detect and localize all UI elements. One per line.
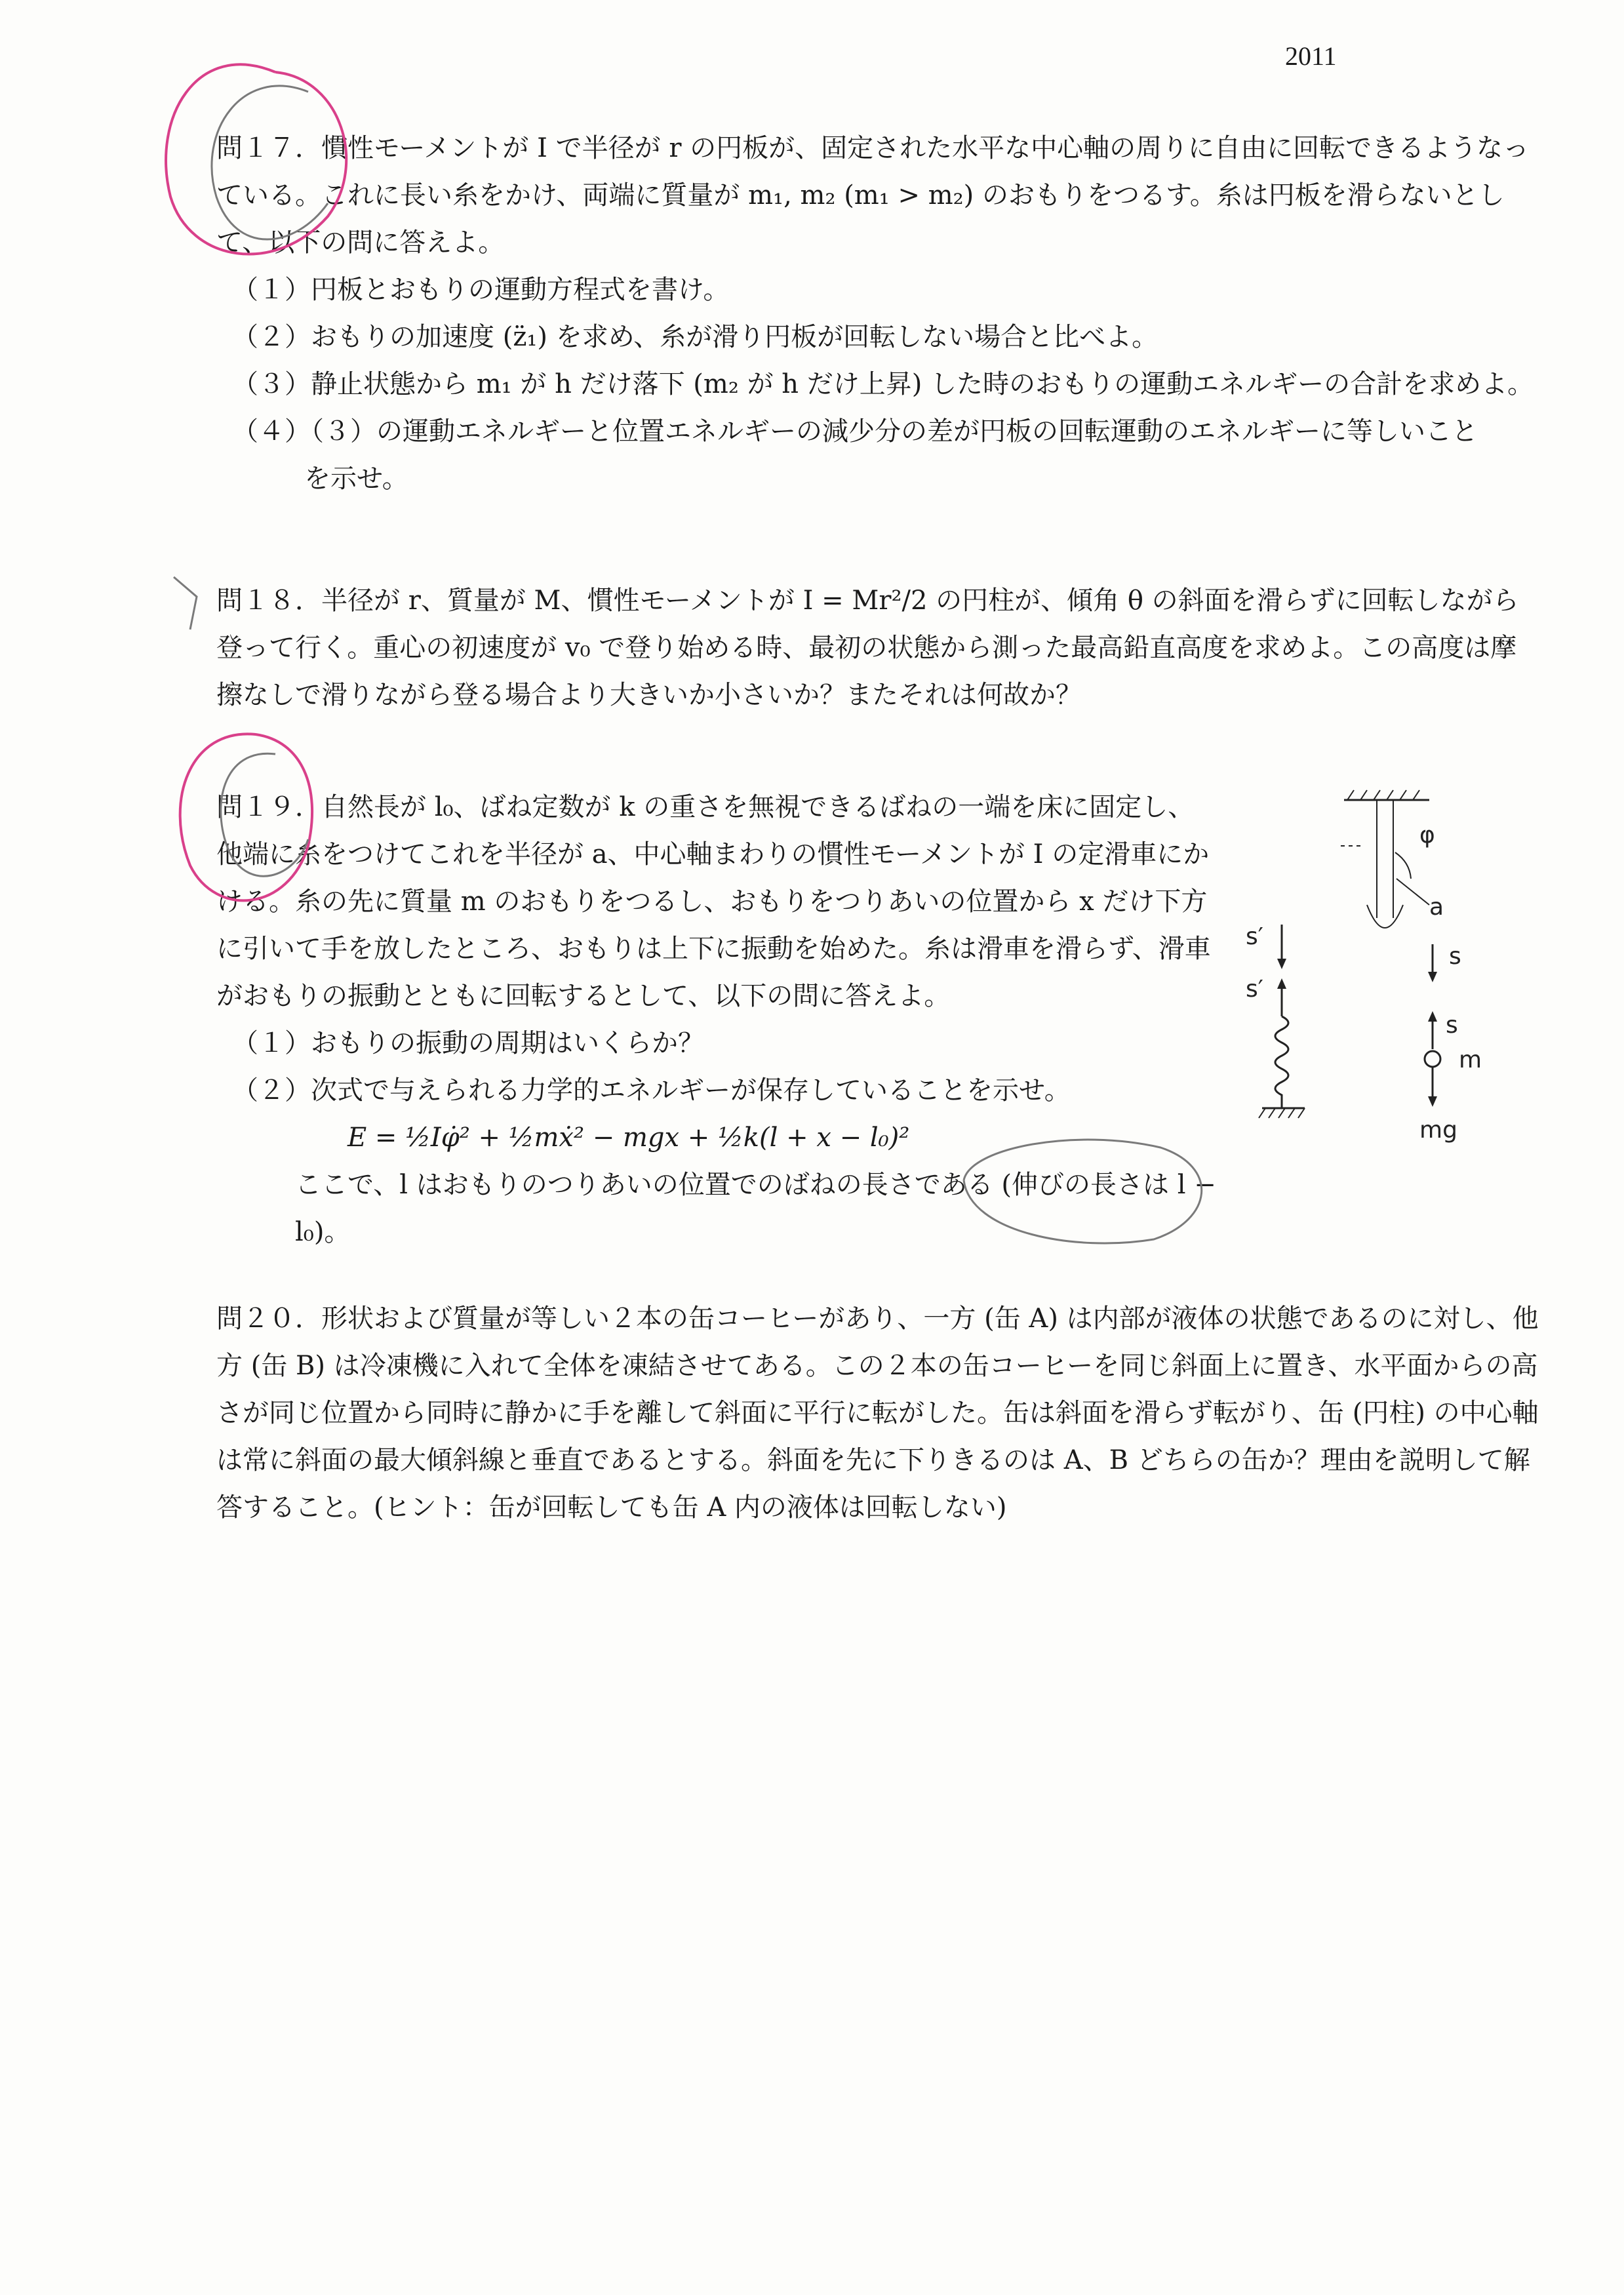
question-17-title: 問１７． [216, 133, 321, 163]
question-17-body: 問１７．慣性モーメントが I で半径が r の円板が、固定された水平な中心軸の周りに自由に回転できるようなっている。これに長い糸をかけ、両端に質量が m₁, m₂ (m₁ > m₂) のおもりをつるす。糸は円板を滑らないとして、以下の問に答えよ。 [216, 133, 1530, 258]
question-17-item-4: （４）（３）の運動エネルギーと位置エネルギーの減少分の差が円板の回転運動のエネルギーに等しいこと を示せ。 [232, 416, 1478, 494]
page-year: 2011 [1285, 41, 1337, 71]
question-19-item-1: （１）おもりの振動の周期はいくらか？ [232, 1028, 704, 1058]
mg-label: mg [1419, 1117, 1457, 1144]
question-17 [216, 125, 1541, 502]
s-top-label: s [1449, 943, 1461, 970]
mg-arrowhead [1428, 1096, 1437, 1107]
radius-label: a [1429, 894, 1444, 921]
question-17-item-3: （３）静止状態から m₁ が h だけ落下 (m₂ が h だけ上昇) した時のおもりの運動エネルギーの合計を求めよ。 [232, 369, 1534, 399]
radius-line [1396, 879, 1429, 905]
s-top-arrowhead [1428, 972, 1437, 982]
question-17-item-2: （２）おもりの加速度 (z̈₁) を求め、糸が滑り円板が回転しない場合と比べよ。 [232, 322, 1159, 352]
question-19-item-2: （２）次式で与えられる力学的エネルギーが保存していることを示せ。 [232, 1075, 1071, 1106]
s-prime-top-label: s′ [1246, 923, 1263, 950]
s-prime-bottom-arrowhead [1277, 978, 1286, 989]
question-18-title: 問１８． [216, 586, 321, 616]
ceiling-hatch [1347, 790, 1419, 800]
mass-label: m [1459, 1047, 1482, 1073]
s-bottom-label: s [1446, 1012, 1458, 1039]
s-bottom-arrowhead [1428, 1011, 1437, 1022]
question-19-body: 問１９．自然長が l₀、ばね定数が k の重さを無視できるばねの一端を床に固定し、他端に糸をつけてこれを半径が a、中心軸まわりの慣性モーメントが I の定滑車にかける。糸の先に質量 m のおもりをつるし、おもりをつりあいの位置から x だけ下方に引いて手を放したところ、おもりは上下に振動を始めた。糸は滑車を滑らず、滑車がおもりの振動とともに回転するとして、以下の問に答えよ。 [216, 792, 1211, 1011]
question-18-body: 問１８．半径が r、質量が M、慣性モーメントが I = Mr²/2 の円柱が、傾角 θ の斜面を滑らずに回転しながら登って行く。重心の初速度が v₀ で登り始める時、最初の状態から測った最高鉛直高度を求めよ。この高度は摩擦なしで滑りながら登る場合より大きいか小さいか？またそれは何故か？ [216, 586, 1519, 710]
pulley-wheel [1367, 905, 1403, 928]
check-mark-q18 [174, 577, 197, 629]
question-20-body: 問２０．形状および質量が等しい２本の缶コーヒーがあり、一方 (缶 A) は内部が液体の状態であるのに対し、他方 (缶 B) は冷凍機に入れて全体を凍結させてある。この２本の缶コーヒーを同じ斜面上に置き、水平面からの高さが同じ位置から同時に静かに手を離して斜面に平行に転がした。缶は斜面を滑らず転がり、缶 (円柱) の中心軸は常に斜面の最大傾斜線と垂直であるとする。斜面を先に下りきるのは A、B どちらの缶か？理由を説明して解答すること。(ヒント：缶が回転しても缶 A 内の液体は回転しない) [216, 1304, 1539, 1523]
question-18 [216, 577, 1541, 719]
floor-hatch [1259, 1108, 1305, 1118]
phi-arrow [1395, 852, 1411, 879]
phi-label: φ [1419, 822, 1435, 848]
question-20 [216, 1295, 1541, 1531]
s-prime-bottom-label: s′ [1246, 976, 1263, 1003]
s-prime-top-arrowhead [1277, 959, 1286, 969]
question-20-title: 問２０． [216, 1304, 321, 1334]
mass-circle [1425, 1051, 1440, 1067]
spring-coil [1275, 1016, 1288, 1108]
energy-formula: E = ½Iφ̇² + ½mẋ² − mgx + ½k(l + x − l₀)² [347, 1123, 910, 1153]
question-19 [216, 784, 1219, 1256]
question-19-note: ここで、l はおもりのつりあいの位置でのばねの長さである (伸びの長さは l − l₀)。 [295, 1170, 1216, 1247]
question-17-item-1: （１）円板とおもりの運動方程式を書け。 [232, 275, 730, 305]
pulley-spring-diagram [1233, 787, 1508, 1180]
question-19-title: 問１９． [216, 792, 321, 822]
